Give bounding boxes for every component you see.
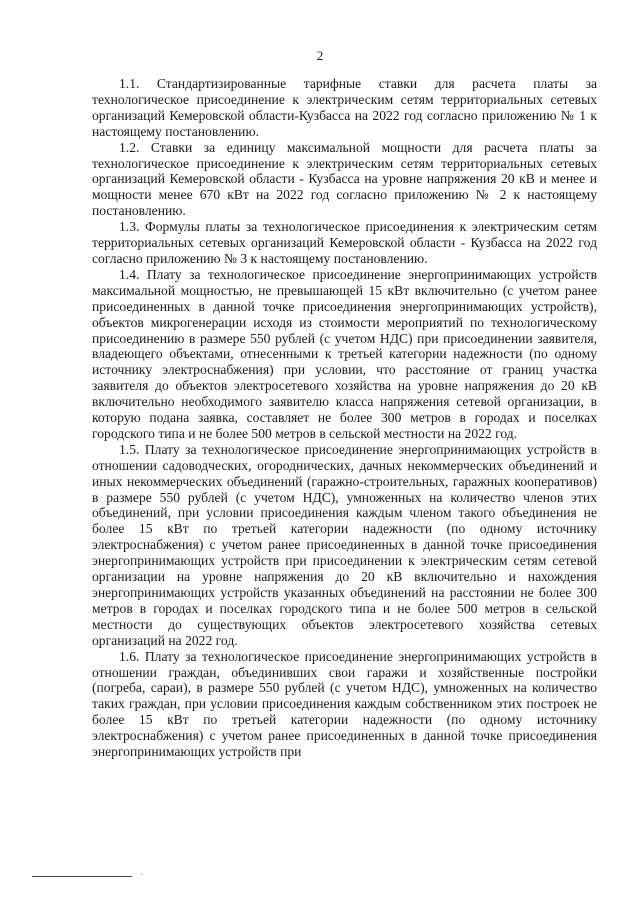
footnote-divider — [32, 876, 132, 877]
footnote-mark: · — [140, 870, 143, 879]
paragraph-1-1: 1.1. Стандартизированные тарифные ставки для расчета платы за технологическое присоединение к электрическим сетям территориальных сетевых организаций Кемеровской области-Кузбасса на 2022 год согласно приложению № 1 к настоящему постановлению. — [92, 76, 597, 139]
paragraph-1-4: 1.4. Плату за технологическое присоединение энергопринимающих устройств максимальной мощностью, не превышающей 15 кВт включительно (с учетом ранее присоединенных в данной точке присоединения энергопринимающих устройств), объектов микрогенерации исходя из стоимости мероприятий по технологическому присоединению в размере 550 рублей (с учетом НДС) при присоединении заявителя, владеющего объектами, отнесенными к третьей категории надежности (по одному источнику электроснабжения) при условии, что расстояние от границ участка заявителя до объектов электросетевого хозяйства на уровне напряжения до 20 кВ включительно необходимого заявителю класса напряжения сетевой организации, в которую подана заявка, составляет не более 300 метров в городах и поселках городского типа и не более 500 метров в сельской местности на 2022 год. — [92, 266, 597, 441]
paragraph-1-6: 1.6. Плату за технологическое присоединение энергопринимающих устройств в отношении граждан, объединивших свои гаражи и хозяйственные постройки (погреба, сараи), в размере 550 рублей (с учетом НДС), умноженных на количество таких граждан, при условии присоединения каждым собственником этих построек не более 15 кВт по третьей категории надежности (по одному источнику электроснабжения) с учетом ранее присоединенных в данной точке присоединения энергопринимающих устройств при — [92, 648, 597, 760]
page-number: 2 — [316, 48, 324, 63]
paragraph-1-3: 1.3. Формулы платы за технологическое присоединения к электрическим сетям территориальных сетевых организаций Кемеровской области - Кузбасса на 2022 год согласно приложению № 3 к настоящему постановлению. — [92, 219, 597, 266]
paragraph-1-5: 1.5. Плату за технологическое присоединение энергопринимающих устройств в отношении садоводческих, огороднических, дачных некоммерческих объединений и иных некоммерческих объединений (гаражно-строительных, гаражных кооперативов) в размере 550 рублей (с учетом НДС), умноженных на количество членов этих объединений, при условии присоединения каждым членом такого объединения не более 15 кВт по третьей категории надежности (по одному источнику электроснабжения) с учетом ранее присоединенных в данной точке присоединения энергопринимающих устройств при присоединении к электрическим сетям сетевой организации на уровне напряжения до 20 кВ включительно и нахождения энергопринимающих устройств указанных объединений на расстоянии не более 300 метров в городах и поселках городского типа и не более 500 метров в сельской местности до существующих объектов электросетевого хозяйства сетевых организаций на 2022 год. — [92, 441, 597, 648]
paragraph-1-2: 1.2. Ставки за единицу максимальной мощности для расчета платы за технологическое присоединение к электрическим сетям территориальных сетевых организаций Кемеровской области - Кузбасса на уровне напряжения 20 кВ и менее и мощности менее 670 кВт на 2022 год согласно приложению № 2 к настоящему постановлению. — [92, 139, 597, 219]
document-body — [92, 76, 597, 760]
